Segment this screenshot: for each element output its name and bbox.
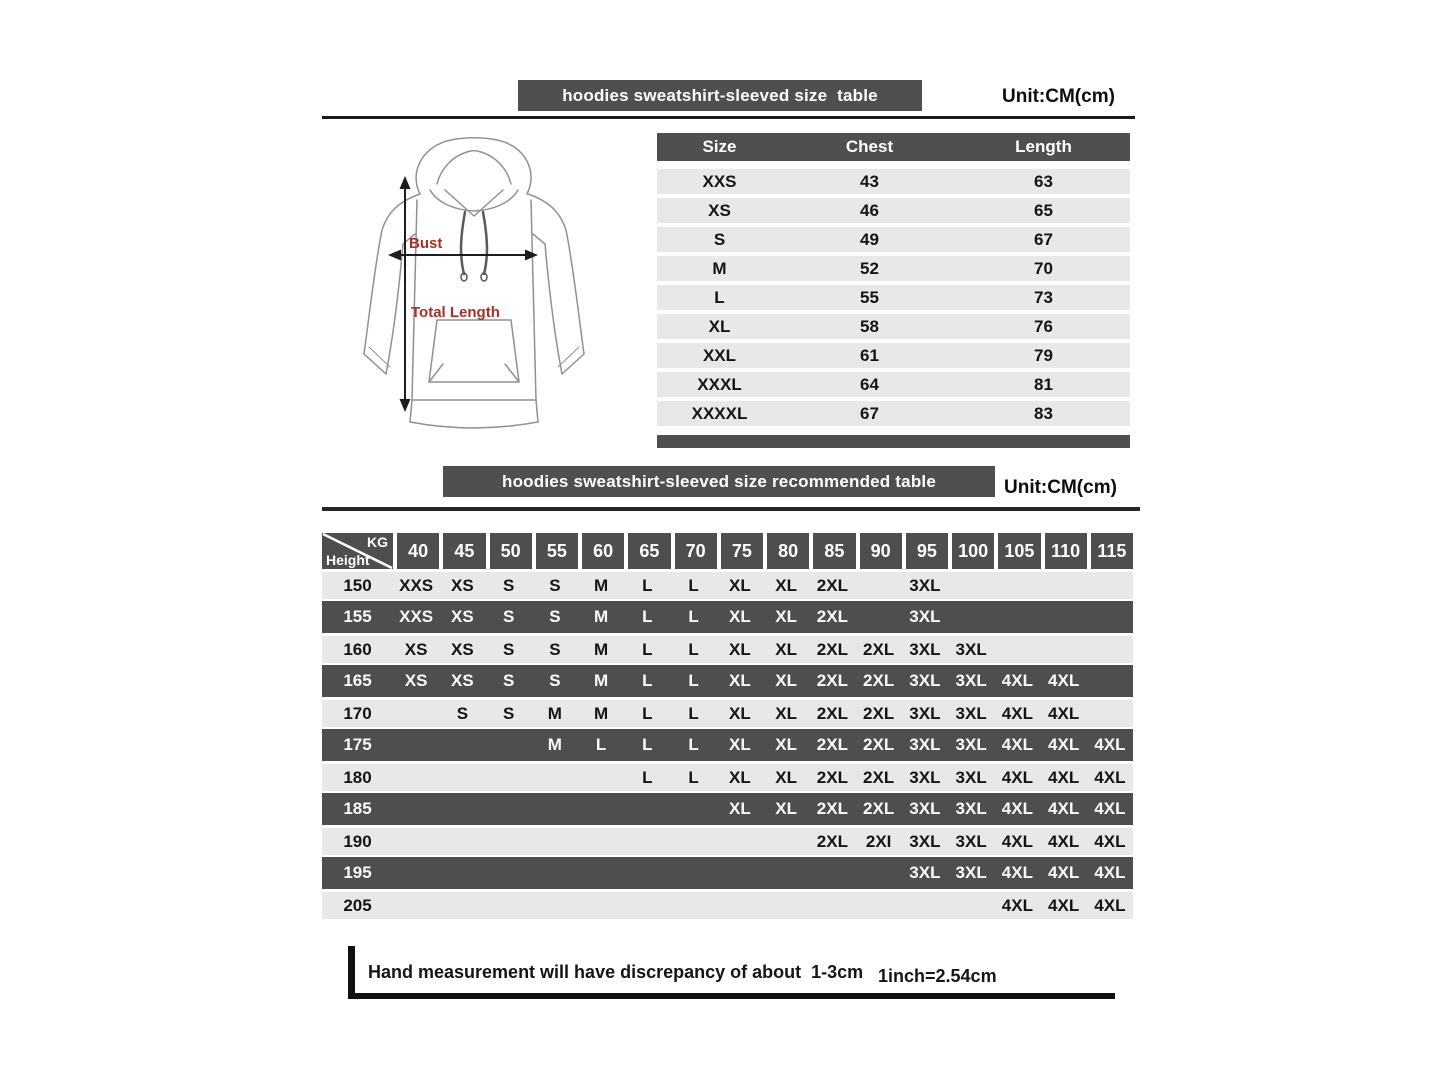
height-label: 190 [343, 832, 372, 851]
recommended-size-cell [856, 572, 902, 599]
recommended-size-cell: 4XL [1094, 799, 1126, 818]
recommended-size-cell [532, 828, 578, 855]
recommended-size-cell [1041, 572, 1087, 599]
recommended-size-cell [532, 793, 578, 825]
length-column-header: Length [1015, 137, 1072, 156]
weight-header-cell: 50 [490, 533, 532, 569]
weight-header-cell: 85 [813, 533, 855, 569]
recommended-size-cell [532, 857, 578, 889]
hoodie-measurement-diagram [333, 128, 615, 458]
total-length-arrow [400, 176, 411, 412]
chest-cell: 61 [860, 345, 879, 365]
recommended-size-cell [439, 793, 485, 825]
weight-header-cell: 55 [536, 533, 578, 569]
recommended-size-cell [393, 892, 439, 919]
recommended-size-cell: 2XL [863, 704, 895, 723]
recommended-size-cell: 4XL [1001, 799, 1033, 818]
size-table-row [657, 283, 1130, 312]
recommended-size-cell: XL [775, 671, 797, 690]
recommended-table-title: hoodies sweatshirt-sleeved size recommended table [443, 466, 995, 497]
recommended-size-cell: 3XL [955, 640, 987, 659]
recommended-size-cell: XL [729, 640, 751, 659]
recommended-size-cell: XL [775, 640, 797, 659]
recommended-size-cell: 3XL [909, 863, 941, 882]
inch-conversion-note: 1inch=2.54cm [878, 966, 997, 986]
recommended-size-cell: 3XL [955, 704, 987, 723]
recommended-size-cell: 2XL [816, 704, 848, 723]
recommended-size-cell [1087, 665, 1133, 697]
recommended-size-cell [809, 892, 855, 919]
recommended-size-cell: XL [729, 768, 751, 787]
recommended-size-cell [578, 764, 624, 791]
weight-header-cell: 70 [675, 533, 717, 569]
recommended-size-cell: 4XL [1048, 863, 1080, 882]
recommended-size-cell: XS [451, 607, 474, 626]
footer-accent-bar [348, 946, 355, 999]
length-cell: 79 [1034, 345, 1053, 365]
matrix-row [322, 761, 1133, 793]
matrix-row [322, 793, 1133, 825]
recommended-size-cell: 4XL [1048, 832, 1080, 851]
recommended-size-cell [393, 700, 439, 727]
chest-column-header: Chest [845, 137, 894, 156]
matrix-row [322, 633, 1133, 665]
size-table-row [657, 312, 1130, 341]
recommended-size-cell: XXS [399, 576, 434, 595]
recommended-size-cell [1087, 636, 1133, 663]
recommended-size-cell: 3XL [909, 768, 941, 787]
recommended-size-cell: L [642, 671, 653, 690]
recommended-size-cell: XL [775, 576, 797, 595]
recommended-size-cell [439, 764, 485, 791]
chest-cell: 55 [860, 287, 879, 307]
recommended-size-cell: S [456, 704, 469, 723]
length-cell: 65 [1034, 200, 1053, 220]
size-table-row [657, 196, 1130, 225]
recommended-size-cell [439, 857, 485, 889]
recommended-size-cell: M [594, 671, 609, 690]
recommended-size-cell [486, 764, 532, 791]
recommended-size-cell [439, 892, 485, 919]
weight-header-cell: 40 [397, 533, 439, 569]
recommended-size-cell: L [642, 704, 653, 723]
size-table-row [657, 341, 1130, 370]
recommended-size-cell: 2XL [816, 576, 848, 595]
recommended-size-cell: S [502, 640, 515, 659]
recommended-size-cell: 3XL [909, 640, 941, 659]
recommended-size-cell: 2XL [863, 768, 895, 787]
recommended-size-cell: 2XL [816, 640, 848, 659]
recommended-size-cell [671, 793, 717, 825]
recommended-size-cell: 3XL [955, 768, 987, 787]
corner-kg-label: KG [367, 534, 388, 550]
recommended-size-cell: 2XL [816, 768, 848, 787]
length-cell: 63 [1034, 171, 1053, 191]
recommended-size-cell: XL [729, 799, 751, 818]
size-cell: XXL [702, 345, 737, 365]
weight-header-cell: 110 [1045, 533, 1087, 569]
divider-line-2 [322, 507, 1140, 511]
recommended-size-cell: 4XL [1048, 671, 1080, 690]
recommended-size-cell: 2XL [863, 640, 895, 659]
recommended-size-cell: 3XL [909, 607, 941, 626]
recommended-size-cell: L [688, 768, 699, 787]
bust-label: Bust [409, 235, 443, 252]
recommended-size-cell: 2XL [863, 735, 895, 754]
recommended-size-cell [1041, 601, 1087, 633]
size-table-body [657, 167, 1130, 428]
recommended-size-cell: 4XL [1048, 896, 1080, 915]
recommended-size-cell: 4XL [1094, 768, 1126, 787]
matrix-row [322, 601, 1133, 633]
recommended-size-cell: S [502, 576, 515, 595]
recommended-size-cell [1087, 700, 1133, 727]
recommended-size-cell [624, 793, 670, 825]
weight-header-cell: 65 [628, 533, 670, 569]
recommended-size-cell: 4XL [1001, 671, 1033, 690]
recommended-size-cell: L [688, 704, 699, 723]
recommended-size-cell: XL [775, 607, 797, 626]
recommended-size-cell: XL [775, 735, 797, 754]
recommended-size-cell: 4XL [1048, 704, 1080, 723]
recommended-size-cell: S [549, 607, 561, 626]
recommended-size-cell: XS [404, 640, 428, 659]
size-cell: XL [708, 316, 731, 336]
recommended-size-cell: S [502, 671, 515, 690]
chest-cell: 49 [860, 229, 879, 249]
recommended-size-cell: 4XL [1001, 863, 1033, 882]
recommended-size-cell: L [642, 640, 653, 659]
recommended-size-cell: 3XL [909, 704, 941, 723]
divider-line-1 [322, 116, 1135, 119]
size-table-header [657, 133, 1130, 161]
recommended-size-cell [624, 892, 670, 919]
recommended-size-cell [578, 828, 624, 855]
recommended-size-cell: S [502, 607, 515, 626]
length-cell: 83 [1034, 403, 1053, 423]
recommended-size-cell: L [688, 671, 699, 690]
recommended-size-cell: L [688, 576, 699, 595]
recommended-size-cell [439, 729, 485, 761]
recommended-size-cell: 4XL [1094, 832, 1126, 851]
recommended-size-cell [994, 636, 1040, 663]
recommended-size-cell: 4XL [1001, 735, 1033, 754]
recommended-size-cell: XS [451, 640, 474, 659]
corner-height-label: Height [326, 552, 370, 568]
recommended-size-cell: XXS [399, 607, 434, 626]
recommended-size-cell [856, 892, 902, 919]
matrix-corner-cell [322, 533, 393, 569]
recommended-size-cell: 4XL [1048, 735, 1080, 754]
recommended-size-cell: L [688, 735, 699, 754]
length-cell: 67 [1034, 229, 1053, 249]
recommended-size-cell: 4XL [1094, 735, 1126, 754]
recommended-size-cell: 4XL [1001, 832, 1033, 851]
recommended-size-cell: XL [775, 799, 797, 818]
recommended-size-cell: XL [729, 576, 751, 595]
recommended-size-cell [763, 892, 809, 919]
recommended-size-cell [763, 828, 809, 855]
matrix-row [322, 729, 1133, 761]
recommended-size-cell: L [595, 735, 607, 754]
recommended-size-cell: 4XL [1001, 768, 1033, 787]
recommended-size-matrix [322, 533, 1133, 921]
recommended-size-cell: XL [729, 735, 751, 754]
matrix-row [322, 889, 1133, 921]
recommended-size-cell: M [594, 640, 609, 659]
recommended-size-cell [948, 572, 994, 599]
unit-label-1: Unit:CM(cm) [1002, 86, 1115, 107]
recommended-size-cell [532, 892, 578, 919]
weight-header-cell: 45 [443, 533, 485, 569]
matrix-body [322, 569, 1133, 921]
chest-cell: 58 [860, 316, 879, 336]
recommended-size-cell [578, 857, 624, 889]
recommended-size-cell: 2XL [863, 671, 895, 690]
recommended-size-cell: S [502, 704, 515, 723]
weight-header-cell: 80 [767, 533, 809, 569]
length-cell: 81 [1034, 374, 1053, 394]
recommended-size-cell: 2XL [816, 799, 848, 818]
total-length-label: Total Length [411, 304, 500, 321]
hoodie-line-art [364, 138, 584, 428]
recommended-size-cell: 4XL [1048, 768, 1080, 787]
recommended-size-cell [671, 857, 717, 889]
recommended-size-cell: S [549, 671, 561, 690]
weight-header-cell: 90 [860, 533, 902, 569]
recommended-size-cell: XS [451, 671, 474, 690]
recommended-size-cell: 4XL [1094, 863, 1126, 882]
matrix-row [322, 857, 1133, 889]
recommended-size-cell [578, 892, 624, 919]
size-table-footer-bar [657, 435, 1130, 448]
recommended-size-cell: 3XL [909, 799, 941, 818]
height-label: 195 [343, 863, 372, 882]
recommended-size-cell [994, 572, 1040, 599]
height-label: 170 [343, 704, 372, 723]
chest-cell: 67 [860, 403, 879, 423]
height-label: 165 [343, 671, 372, 690]
recommended-size-cell: 3XL [955, 832, 987, 851]
footer-underline [348, 993, 1115, 999]
recommended-size-cell [671, 828, 717, 855]
recommended-size-cell [809, 857, 855, 889]
length-cell: 76 [1034, 316, 1053, 336]
recommended-size-cell: 3XL [955, 735, 987, 754]
recommended-size-cell [393, 793, 439, 825]
height-label: 175 [343, 735, 372, 754]
recommended-size-cell [717, 828, 763, 855]
size-cell: XS [708, 200, 731, 220]
recommended-size-cell [1087, 572, 1133, 599]
recommended-size-cell [717, 892, 763, 919]
weight-header-cell: 60 [582, 533, 624, 569]
recommended-size-cell: XL [775, 704, 797, 723]
recommended-size-cell: 4XL [1001, 896, 1033, 915]
size-table-row [657, 254, 1130, 283]
recommended-size-cell: M [547, 704, 562, 723]
recommended-size-cell: M [547, 735, 562, 754]
height-label: 150 [343, 576, 372, 595]
recommended-size-cell: 4XL [1001, 704, 1033, 723]
recommended-size-cell: L [642, 576, 653, 595]
height-label: 185 [343, 799, 372, 818]
recommended-size-cell [856, 857, 902, 889]
weight-header-cell: 100 [952, 533, 994, 569]
size-cell: XXS [702, 171, 737, 191]
size-cell: M [712, 258, 727, 278]
measurement-note: Hand measurement will have discrepancy of about 1-3cm [368, 962, 864, 982]
recommended-size-cell [1041, 636, 1087, 663]
recommended-size-cell [994, 601, 1040, 633]
weight-header-cell: 95 [906, 533, 948, 569]
height-label: 155 [343, 607, 372, 626]
recommended-size-cell: 2XI [865, 832, 892, 851]
recommended-size-cell [486, 892, 532, 919]
weight-header-cell: 75 [721, 533, 763, 569]
weight-header-cell: 115 [1091, 533, 1133, 569]
recommended-size-cell: 3XL [955, 799, 987, 818]
size-table-title: hoodies sweatshirt-sleeved size table [518, 80, 922, 111]
length-cell: 70 [1034, 258, 1053, 278]
recommended-size-cell: XL [775, 768, 797, 787]
matrix-row [322, 665, 1133, 697]
recommended-size-cell [717, 857, 763, 889]
recommended-size-cell: XL [729, 607, 751, 626]
recommended-size-cell [486, 857, 532, 889]
recommended-size-cell: XS [451, 576, 474, 595]
chest-cell: 46 [860, 200, 879, 220]
size-table-row [657, 370, 1130, 399]
chest-cell: 43 [860, 171, 879, 191]
recommended-size-cell: XL [729, 704, 751, 723]
recommended-size-cell [486, 729, 532, 761]
recommended-size-cell: 3XL [909, 735, 941, 754]
recommended-size-cell: M [594, 704, 609, 723]
unit-label-2: Unit:CM(cm) [1004, 477, 1117, 498]
recommended-size-cell [393, 857, 439, 889]
recommended-size-cell: L [642, 735, 653, 754]
size-table-row [657, 225, 1130, 254]
recommended-size-cell: M [594, 576, 609, 595]
height-label: 205 [343, 896, 372, 915]
recommended-size-cell [532, 764, 578, 791]
recommended-size-cell: 2XL [816, 735, 848, 754]
size-column-header: Size [702, 137, 737, 156]
size-table [657, 133, 1130, 448]
chest-cell: 64 [860, 374, 879, 394]
recommended-size-cell: 2XL [816, 671, 848, 690]
recommended-size-cell [393, 828, 439, 855]
recommended-size-cell: M [594, 607, 609, 626]
size-cell: XXXXL [691, 403, 748, 423]
recommended-size-cell [439, 828, 485, 855]
recommended-size-cell [624, 828, 670, 855]
recommended-size-cell: 3XL [955, 671, 987, 690]
recommended-size-cell: 3XL [909, 576, 941, 595]
height-label: 160 [343, 640, 372, 659]
recommended-size-cell: 2XL [816, 607, 848, 626]
recommended-size-cell [1087, 601, 1133, 633]
size-cell: S [713, 229, 726, 249]
recommended-size-cell: S [549, 576, 561, 595]
size-table-row [657, 167, 1130, 196]
length-cell: 73 [1034, 287, 1053, 307]
recommended-size-cell [856, 601, 902, 633]
recommended-size-cell: XS [404, 671, 428, 690]
recommended-size-cell: 3XL [909, 832, 941, 851]
recommended-size-cell: 2XL [863, 799, 895, 818]
recommended-size-cell [624, 857, 670, 889]
recommended-size-cell: XL [729, 671, 751, 690]
size-cell: XXXL [697, 374, 742, 394]
weight-header-cell: 105 [998, 533, 1040, 569]
size-table-row [657, 399, 1130, 428]
recommended-size-cell: L [688, 640, 699, 659]
size-cell: L [714, 287, 725, 307]
recommended-size-cell [763, 857, 809, 889]
recommended-size-cell [948, 892, 994, 919]
matrix-row [322, 825, 1133, 857]
recommended-size-cell [948, 601, 994, 633]
matrix-header-row [322, 533, 1133, 569]
recommended-size-cell [902, 892, 948, 919]
recommended-size-cell [671, 892, 717, 919]
recommended-size-cell [578, 793, 624, 825]
matrix-row [322, 697, 1133, 729]
recommended-size-cell [393, 729, 439, 761]
recommended-size-cell: 2XL [816, 832, 848, 851]
recommended-size-cell: 4XL [1048, 799, 1080, 818]
recommended-size-cell [486, 828, 532, 855]
recommended-size-cell: 3XL [955, 863, 987, 882]
recommended-size-cell [393, 764, 439, 791]
recommended-size-cell: L [688, 607, 699, 626]
matrix-row [322, 569, 1133, 601]
recommended-size-cell: L [642, 607, 653, 626]
recommended-size-cell: 3XL [909, 671, 941, 690]
height-label: 180 [343, 768, 372, 787]
recommended-size-cell: L [642, 768, 653, 787]
recommended-size-cell [486, 793, 532, 825]
chest-cell: 52 [860, 258, 879, 278]
recommended-size-cell: 4XL [1094, 896, 1126, 915]
recommended-size-cell: S [549, 640, 561, 659]
